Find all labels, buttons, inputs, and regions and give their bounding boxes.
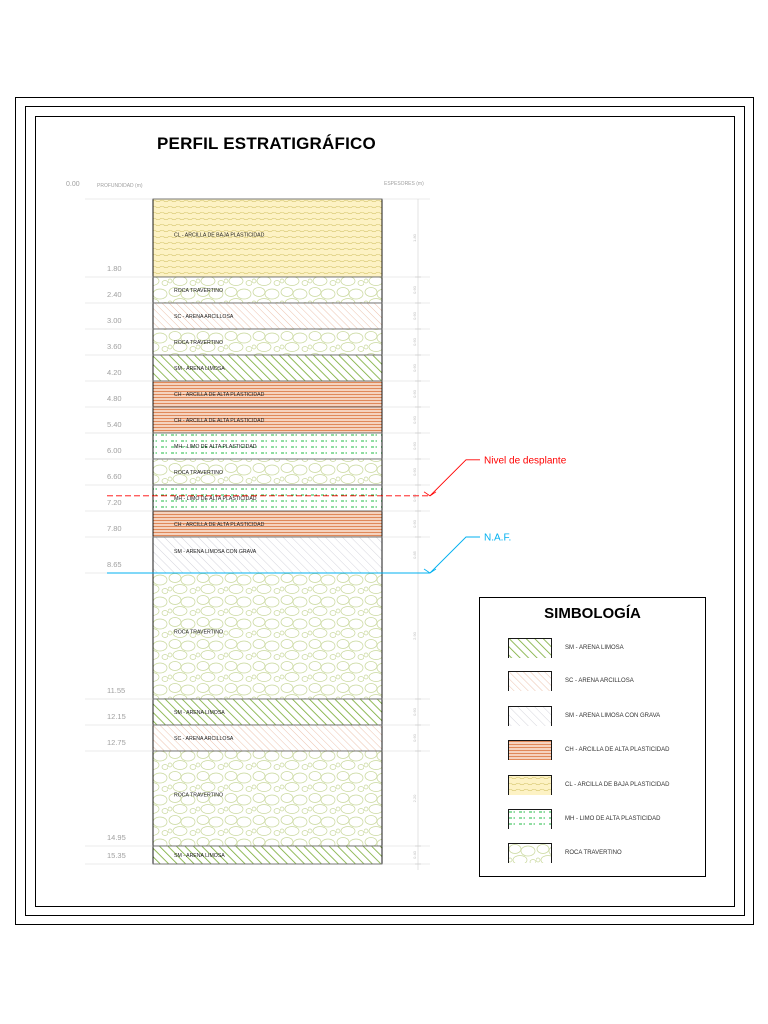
depth-label: 11.55 <box>107 686 126 695</box>
layer-label: CH - ARCILLA DE ALTA PLASTICIDAD <box>174 418 265 424</box>
legend-label: SM - ARENA LIMOSA <box>565 645 624 651</box>
legend-swatch-sc <box>508 671 552 691</box>
thickness-label: 1.80 <box>412 234 417 242</box>
depth-label: 6.00 <box>107 446 122 455</box>
depth-label: 6.60 <box>107 472 122 481</box>
depth-label: 8.65 <box>107 560 122 569</box>
layer-label: CL - ARCILLA DE BAJA PLASTICIDAD <box>174 232 265 239</box>
depth-label: 12.75 <box>107 738 126 747</box>
thickness-label: 0.60 <box>412 520 417 528</box>
layer-label: ROCA TRAVERTINO <box>174 340 224 346</box>
layer-13 <box>153 573 382 699</box>
depth-label: 4.80 <box>107 394 122 403</box>
depth-label: 5.40 <box>107 420 122 429</box>
thickness-label: 2.90 <box>412 632 417 640</box>
thickness-label: 0.85 <box>412 551 417 559</box>
thickness-label: 0.60 <box>412 364 417 372</box>
depth-label: 7.80 <box>107 524 122 533</box>
legend-label: SC - ARENA ARCILLOSA <box>565 678 634 684</box>
thickness-label: 0.60 <box>412 468 417 476</box>
legend-swatch-roca <box>508 843 552 863</box>
legend-title: SIMBOLOGÍA <box>544 605 641 622</box>
depth-label: 3.00 <box>107 316 122 325</box>
thickness-label: 0.60 <box>412 312 417 320</box>
layer-label: MH - LIMO DE ALTA PLASTICIDAD <box>174 496 257 502</box>
legend <box>479 597 706 877</box>
legend-label: MH - LIMO DE ALTA PLASTICIDAD <box>565 816 661 822</box>
legend-swatch-sm <box>508 638 552 658</box>
thickness-label: 0.60 <box>412 734 417 742</box>
thickness-label: 0.60 <box>412 338 417 346</box>
legend-swatch-cl <box>508 775 552 795</box>
thickness-label: 0.60 <box>412 494 417 502</box>
layer-12 <box>153 537 382 573</box>
depth-label: 12.15 <box>107 712 126 721</box>
depth-label-top: 0.00 <box>66 181 80 188</box>
thickness-label: 0.40 <box>412 851 417 859</box>
thickness-header: ESPESORES (m) <box>384 181 424 187</box>
marker-leader <box>430 537 480 573</box>
depth-label: 14.95 <box>107 833 126 842</box>
thickness-label: 0.60 <box>412 708 417 716</box>
layer-label: ROCA TRAVERTINO <box>174 792 224 799</box>
legend-swatch-smg <box>508 706 552 726</box>
thickness-label: 0.60 <box>412 416 417 424</box>
marker-label: N.A.F. <box>484 532 512 544</box>
layer-label: MH - LIMO DE ALTA PLASTICIDAD <box>174 444 257 450</box>
layer-label: SM - ARENA LIMOSA CON GRAVA <box>174 549 257 555</box>
page-title: PERFIL ESTRATIGRÁFICO <box>157 134 376 153</box>
depth-label: 7.20 <box>107 498 122 507</box>
layer-label: SC - ARENA ARCILLOSA <box>174 314 234 320</box>
depth-label: 3.60 <box>107 342 122 351</box>
depth-label: 4.20 <box>107 368 122 377</box>
legend-label: CH - ARCILLA DE ALTA PLASTICIDAD <box>565 747 670 753</box>
layer-label: ROCA TRAVERTINO <box>174 629 224 636</box>
layer-label: CH - ARCILLA DE ALTA PLASTICIDAD <box>174 522 265 528</box>
depth-label: 2.40 <box>107 290 122 299</box>
layer-label: SM - ARENA LIMOSA <box>174 366 225 372</box>
marker-label: Nivel de desplante <box>484 455 567 467</box>
depth-label: 1.80 <box>107 264 122 273</box>
legend-label: ROCA TRAVERTINO <box>565 850 622 856</box>
layer-label: ROCA TRAVERTINO <box>174 470 224 476</box>
thickness-label: 0.60 <box>412 442 417 450</box>
layer-label: SM - ARENA LIMOSA <box>174 853 225 859</box>
layer-label: SM - ARENA LIMOSA <box>174 710 225 716</box>
layer-label: SC - ARENA ARCILLOSA <box>174 736 234 742</box>
legend-swatch-ch <box>508 740 552 760</box>
layer-label: CH - ARCILLA DE ALTA PLASTICIDAD <box>174 392 265 398</box>
depth-label: 15.35 <box>107 851 126 860</box>
legend-swatch-mh <box>508 809 552 829</box>
thickness-label: 0.60 <box>412 390 417 398</box>
layer-label: ROCA TRAVERTINO <box>174 288 224 294</box>
thickness-label: 2.20 <box>412 794 417 803</box>
marker-leader <box>430 460 480 496</box>
legend-label: CL - ARCILLA DE BAJA PLASTICIDAD <box>565 782 670 788</box>
depth-header: PROFUNDIDAD (m) <box>97 183 143 189</box>
legend-label: SM - ARENA LIMOSA CON GRAVA <box>565 713 661 719</box>
thickness-label: 0.60 <box>412 286 417 294</box>
